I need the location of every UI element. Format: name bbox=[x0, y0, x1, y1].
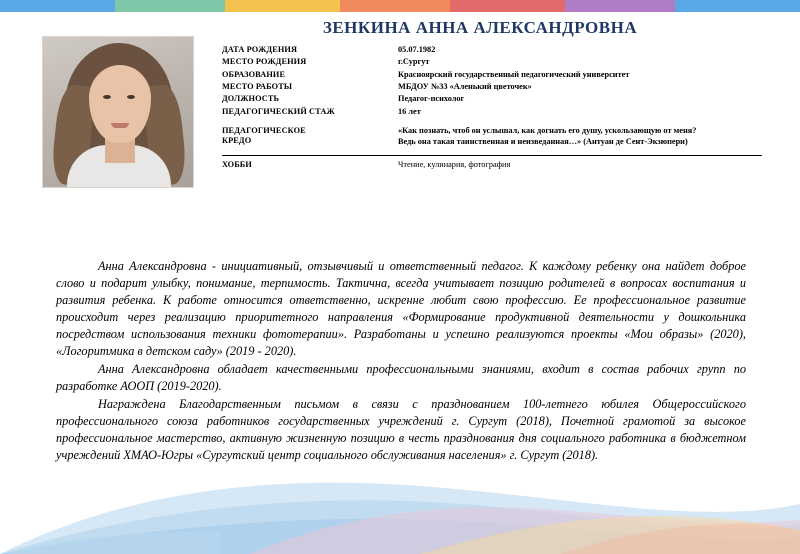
left-eye bbox=[103, 95, 111, 99]
table-row-hobby bbox=[222, 155, 762, 171]
credo-value-line2: Ведь она такая таинственная и неизведанная…» (Антуан де Сент-Экзюпери) bbox=[398, 136, 688, 146]
row-value-birth-place: г.Сургут bbox=[398, 57, 430, 67]
row-label-position: ДОЛЖНОСТЬ bbox=[222, 94, 280, 104]
top-color-bar bbox=[0, 0, 800, 12]
row-label-education: ОБРАЗОВАНИЕ bbox=[222, 69, 286, 79]
table-spacer bbox=[222, 148, 762, 156]
color-segment-7 bbox=[675, 0, 800, 12]
row-label-birth-date: ДАТА РОЖДЕНИЯ bbox=[222, 45, 298, 54]
swoosh-graphic bbox=[0, 434, 800, 554]
color-segment-5 bbox=[450, 0, 565, 12]
table-row bbox=[222, 106, 762, 118]
row-value-credo bbox=[398, 125, 762, 148]
table-row bbox=[222, 69, 762, 81]
color-segment-3 bbox=[225, 0, 340, 12]
table-row bbox=[222, 56, 762, 68]
row-value-position: Педагог-психолог bbox=[398, 94, 465, 104]
page-title: ЗЕНКИНА АННА АЛЕКСАНДРОВНА bbox=[322, 18, 638, 37]
row-label-hobby: ХОББИ bbox=[222, 155, 398, 171]
color-segment-6 bbox=[565, 0, 675, 12]
table-row bbox=[222, 93, 762, 105]
row-label-credo bbox=[222, 125, 398, 148]
bottom-decoration bbox=[0, 434, 800, 554]
personal-info-table bbox=[222, 44, 762, 171]
paragraph-1: Анна Александровна - инициативный, отзывчивый и ответственный педагог. К каждому ребенку она найдет доброе слово и подарит улыбку, понимание, терпимость. Тактична, всегда учитывает позицию родителей в вопросах воспитания и развития ребенка. К работе относится ответственно, искренне любит свою профессию. Ее профессиональное развитие происходит через реализацию приоритетного направления «Формирование продуктивной деятельности у дошкольника посредством использования техники фототерапии». Разработаны и успешно реализуются проекты «Мои образы» (2020), «Логоритмика в детском саду» (2019 - 2020). bbox=[56, 259, 746, 358]
color-segment-2 bbox=[115, 0, 225, 12]
table-row-credo bbox=[222, 125, 762, 148]
right-eye bbox=[127, 95, 135, 99]
credo-value-line1: «Как познать, чтоб он услышал, как догнать его душу, ускользающую от меня? bbox=[398, 126, 697, 136]
table-row bbox=[222, 81, 762, 93]
row-label-birth-place: МЕСТО РОЖДЕНИЯ bbox=[222, 57, 307, 67]
row-value-birth-date: 05.07.1982 bbox=[398, 45, 436, 54]
table-row bbox=[222, 44, 762, 56]
color-segment-1 bbox=[0, 0, 115, 12]
credo-label-line1: ПЕДАГОГИЧЕСКОЕ bbox=[222, 126, 306, 136]
portrait-illustration bbox=[43, 37, 193, 187]
row-value-experience: 16 лет bbox=[398, 106, 421, 116]
paragraph-2: Анна Александровна обладает качественными профессиональными знаниями, входит в состав рабочих групп по разработке АООП (2019-2020). bbox=[56, 361, 746, 393]
table-spacer bbox=[222, 118, 762, 125]
mouth bbox=[111, 123, 129, 128]
row-value-hobby: Чтение, кулинария, фотография bbox=[398, 155, 762, 171]
row-label-workplace: МЕСТО РАБОТЫ bbox=[222, 82, 293, 92]
row-label-experience: ПЕДАГОГИЧЕСКИЙ СТАЖ bbox=[222, 106, 335, 116]
color-segment-4 bbox=[340, 0, 450, 12]
row-value-education: Красноярский государственный педагогический университет bbox=[398, 69, 630, 79]
row-value-workplace: МБДОУ №33 «Аленький цветочек» bbox=[398, 82, 532, 92]
avatar bbox=[42, 36, 194, 188]
paragraph-3: Награждена Благодарственным письмом в связи с празднованием 100-летнего юбилея Общероссийского профессионального союза работников государственных учреждений г. Сургут (2018), Почетной грамотой за высокое профессиональное мастерство, активную жизненную позицию в честь празднования дня социального работника в бюджетном учреждений ХМАО-Югры «Сургутский центр социального обслуживания населения» г. Сургут (2018). bbox=[56, 396, 746, 462]
credo-label-line2: КРЕДО bbox=[222, 136, 252, 146]
